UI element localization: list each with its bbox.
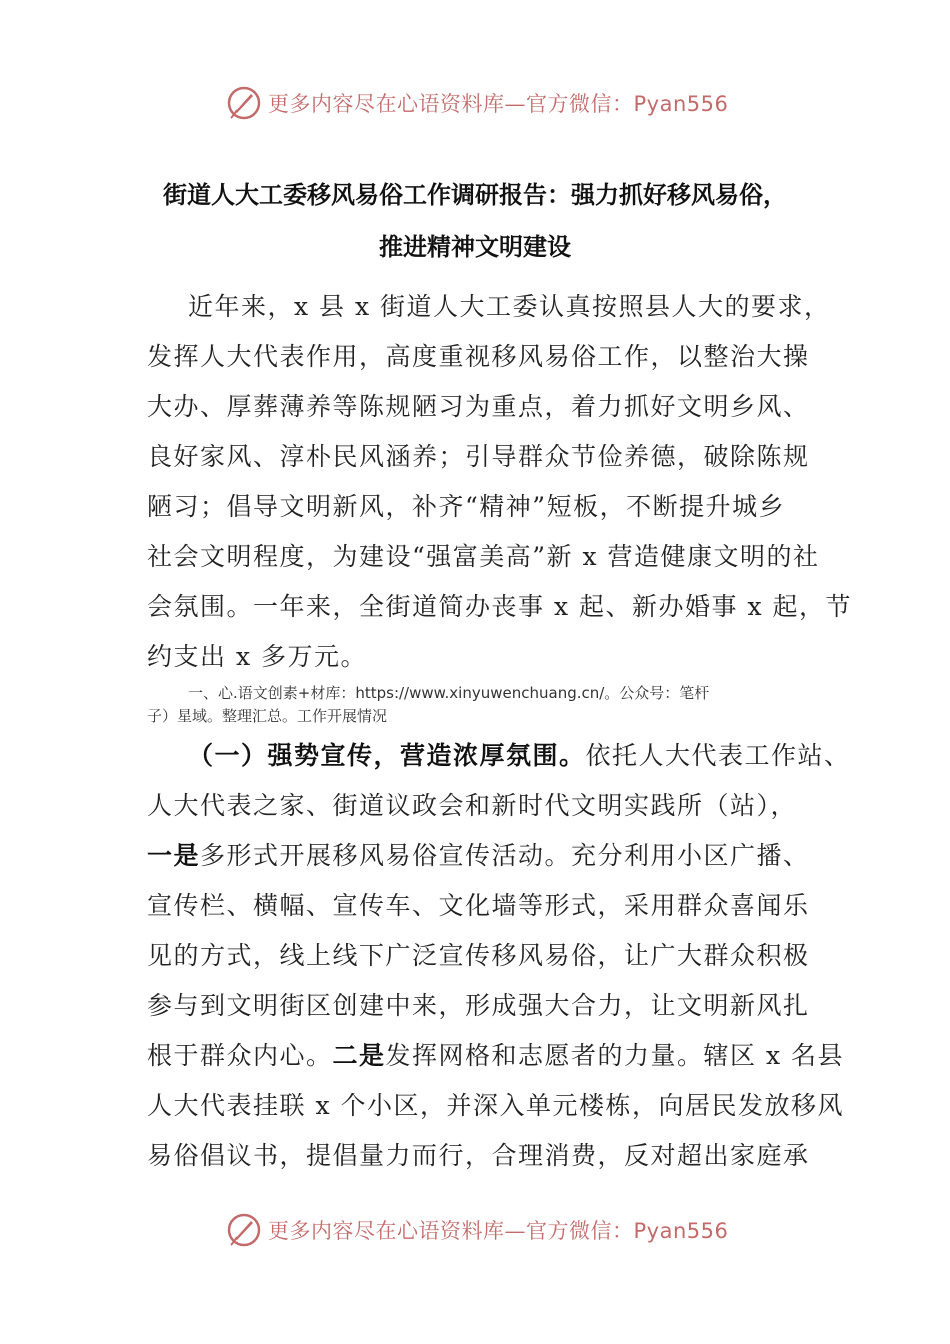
paragraph-1-line: 近年来，x 县 x 街道人大工委认真按照县人大的要求， [188, 292, 831, 321]
quill-circle-logo-icon [226, 85, 262, 121]
paragraph-1-line: 良好家风、淳朴民风涵养；引导群众节俭养德，破除陈规 [147, 442, 810, 471]
paragraph-1-line: 约支出 x 多万元。 [147, 642, 367, 671]
emphasis-second: 二是 [332, 1041, 386, 1070]
section-1-line: 参与到文明街区创建中来，形成强大合力，让文明新风扎 [147, 991, 810, 1020]
document-title-line-1: 街道人大工委移风易俗工作调研报告：强力抓好移风易俗， [163, 181, 787, 209]
watermark-banner-bottom [226, 1210, 728, 1250]
document-title-line-2: 推进精神文明建设 [379, 233, 571, 261]
watermark-text: 更多内容尽在心语资料库—官方微信：Pyan556 [268, 1219, 729, 1243]
section-1-line: （一）强势宣传，营造浓厚氛围。依托人大代表工作站、 [188, 741, 851, 770]
quill-circle-logo-icon [226, 1212, 262, 1248]
paragraph-1-line: 陋习；倡导文明新风，补齐“精神”短板，不断提升城乡 [147, 492, 786, 521]
section-1-line: 人大代表挂联 x 个小区，并深入单元楼栋，向居民发放移风 [147, 1091, 844, 1120]
section-1-heading: （一）强势宣传，营造浓厚氛围。 [188, 741, 586, 770]
paragraph-1-line: 社会文明程度，为建设“强富美高”新 x 营造健康文明的社 [147, 542, 820, 571]
paragraph-1-line: 会氛围。一年来，全街道简办丧事 x 起、新办婚事 x 起，节 [147, 592, 852, 621]
section-1-line: 一是多形式开展移风易俗宣传活动。充分利用小区广播、 [147, 841, 810, 870]
emphasis-first: 一是 [147, 841, 201, 870]
watermark-banner-top [226, 83, 728, 123]
paragraph-1-line: 发挥人大代表作用，高度重视移风易俗工作，以整治大操 [147, 342, 810, 371]
source-note-line-1: 一、心.语文创素+材库：https://www.xinyuwenchuang.cn/。公众号：笔杆 [188, 684, 710, 702]
paragraph-1-line: 大办、厚葬薄养等陈规陋习为重点，着力抓好文明乡风、 [147, 392, 810, 421]
watermark-text: 更多内容尽在心语资料库—官方微信：Pyan556 [268, 92, 729, 116]
section-1-line: 易俗倡议书，提倡量力而行，合理消费，反对超出家庭承 [147, 1141, 810, 1170]
section-1-line: 根于群众内心。二是发挥网格和志愿者的力量。辖区 x 名县 [147, 1041, 845, 1070]
source-note-line-2: 子）星域。整理汇总。工作开展情况 [147, 707, 388, 725]
section-1-line: 见的方式，线上线下广泛宣传移风易俗，让广大群众积极 [147, 941, 810, 970]
section-1-line: 人大代表之家、街道议政会和新时代文明实践所（站）， [147, 791, 798, 820]
section-1-line: 宣传栏、横幅、宣传车、文化墙等形式，采用群众喜闻乐 [147, 891, 810, 920]
